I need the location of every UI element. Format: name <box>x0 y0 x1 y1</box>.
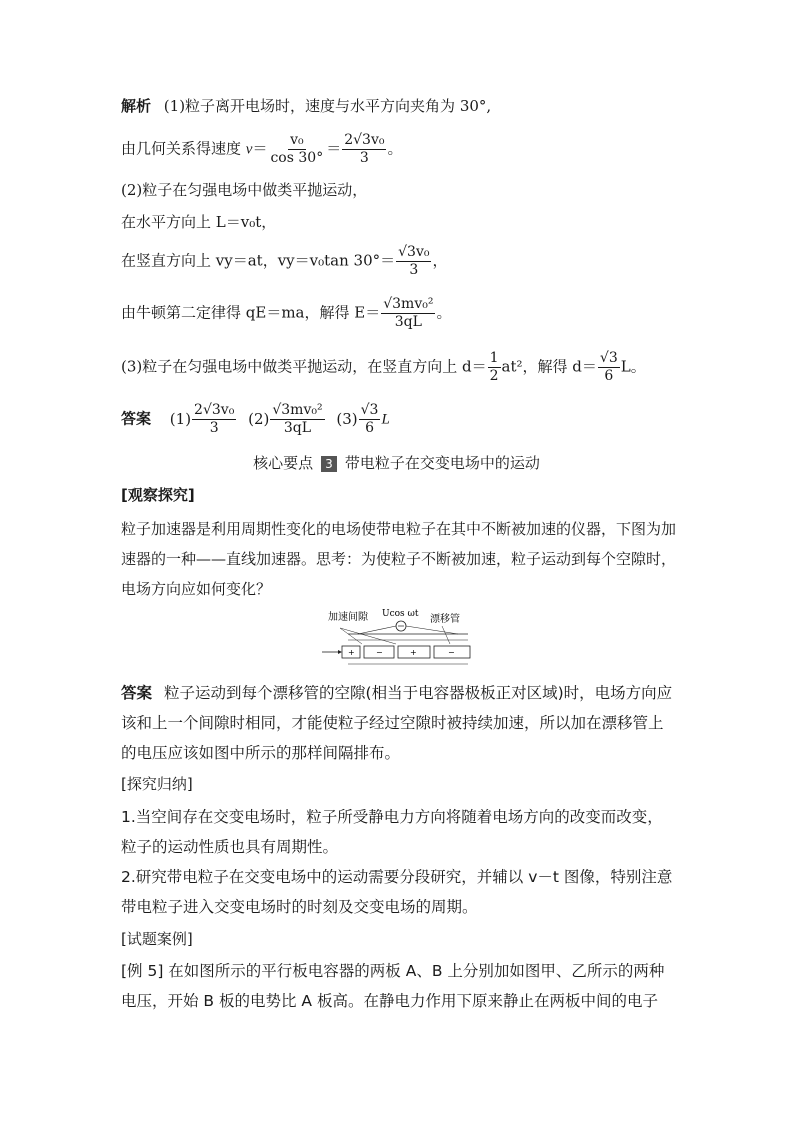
velocity-prefix: 由几何关系得速度 <box>121 139 246 158</box>
fraction-2root3-v0-3: $\frac{\text{2√3v₀}}{3}$ <box>344 132 385 166</box>
case-header: [试题案例] <box>121 930 193 948</box>
summary-item-2: 2.研究带电粒子在交变电场中的运动需要分段研究，并辅以 v－t 图像，特别注意带电粒子进入交变电场时的时刻及交变电场的周期。 <box>121 868 673 916</box>
solution-q1: (1)粒子离开电场时，速度与水平方向夹角为 30°, <box>163 97 492 115</box>
solution-label: 解析 <box>121 97 152 115</box>
figure-label-source: Ucos ωt <box>382 609 419 619</box>
svg-text:+: + <box>410 648 417 657</box>
section-prefix: 核心要点 <box>253 454 314 472</box>
summary-item-1: 1.当空间存在交变电场时，粒子所受静电力方向将随着电场方向的改变而改变，粒子的运动性质也具有周期性。 <box>121 808 663 856</box>
answer-label: 答案 <box>121 409 152 428</box>
figure-label-gap: 加速间隙 <box>328 612 368 623</box>
particle-arrow-icon <box>338 650 342 654</box>
answer-2-fraction: $\frac{\text{√3mv₀²}}{3qL}$ <box>272 402 323 436</box>
solution-line-3: (2)粒子在匀强电场中做类平抛运动， <box>121 181 368 199</box>
solution-line-2: 由几何关系得速度 v＝ $\frac{\text{v₀}}{\cos 30^\circ}$ ＝ $\frac{\text{2√3v₀}}{3}$ 。 <box>121 132 403 166</box>
fraction-v0-cos30: $\frac{\text{v₀}}{\cos 30^\circ}$ <box>270 132 324 166</box>
section-title: 带电粒子在交变电场中的运动 <box>344 454 540 472</box>
solution-line-6: 由牛顿第二定律得 qE＝ma，解得 E＝ $\frac{\text{√3mv₀²}}{3qL}$ 。 <box>121 296 452 330</box>
summary-header: [探究归纳] <box>121 775 193 793</box>
figure-label-tube: 漂移管 <box>430 614 460 625</box>
observe-header: [观察探究] <box>121 486 195 504</box>
fraction-root3-6: $\frac{√3}{6}$ <box>599 350 618 384</box>
answer-1-fraction: $\frac{\text{2√3v₀}}{3}$ <box>194 402 235 436</box>
section-number-badge: 3 <box>321 456 337 472</box>
answer-3-fraction: $\frac{√3}{6}$ <box>360 402 379 436</box>
fraction-E: $\frac{\text{√3mv₀²}}{3qL}$ <box>383 296 434 330</box>
answer-2-paragraph: 答案 粒子运动到每个漂移管的空隙(相当于电容器极板正对区域)时，电场方向应该和上一个间隙时相同，才能使粒子经过空隙时被持续加速，所以加在漂移管上的电压应该如图中所示的那样间隔排布。 <box>121 684 673 762</box>
solution-line-5: 在竖直方向上 vy＝at，vy＝v₀tan 30°＝ $\frac{\text{√3v₀}}{3}$ ， <box>121 244 448 278</box>
answer-2-label: 答案 <box>121 684 153 702</box>
svg-text:−: − <box>448 648 455 657</box>
solution-line-7: (3)粒子在匀强电场中做类平抛运动，在竖直方向上 d＝ $\frac{1}{2}$ at²，解得 d＝ $\frac{√3}{6}$ L。 <box>121 350 646 384</box>
answer-line: 答案 (1) $\frac{\text{2√3v₀}}{3}$ (2) $\frac{\text{√3mv₀²}}{3qL}$ (3) $\frac{√3}{6}$ L <box>121 402 390 436</box>
observe-paragraph: 粒子加速器是利用周期性变化的电场使带电粒子在其中不断被加速的仪器，下图为加速器的一种——直线加速器。思考：为使粒子不断被加速，粒子运动到每个空隙时，电场方向应如何变化？ <box>121 520 677 598</box>
linear-accelerator-diagram <box>318 604 478 674</box>
fraction-root3-v0-3: $\frac{\text{√3v₀}}{3}$ <box>398 244 430 278</box>
section-heading <box>0 452 793 473</box>
solution-line-1 <box>121 96 491 116</box>
svg-text:+: + <box>348 648 355 657</box>
svg-text:−: − <box>376 648 383 657</box>
example-5-paragraph: [例 5] 在如图所示的平行板电容器的两板 A、B 上分别加如图甲、乙所示的两种电压，开始 B 板的电势比 A 板高。在静电力作用下原来静止在两板中间的电子 <box>121 962 665 1010</box>
fraction-one-half: $\frac{1}{2}$ <box>489 350 499 384</box>
solution-line-4: 在水平方向上 L＝v₀t， <box>121 213 277 231</box>
